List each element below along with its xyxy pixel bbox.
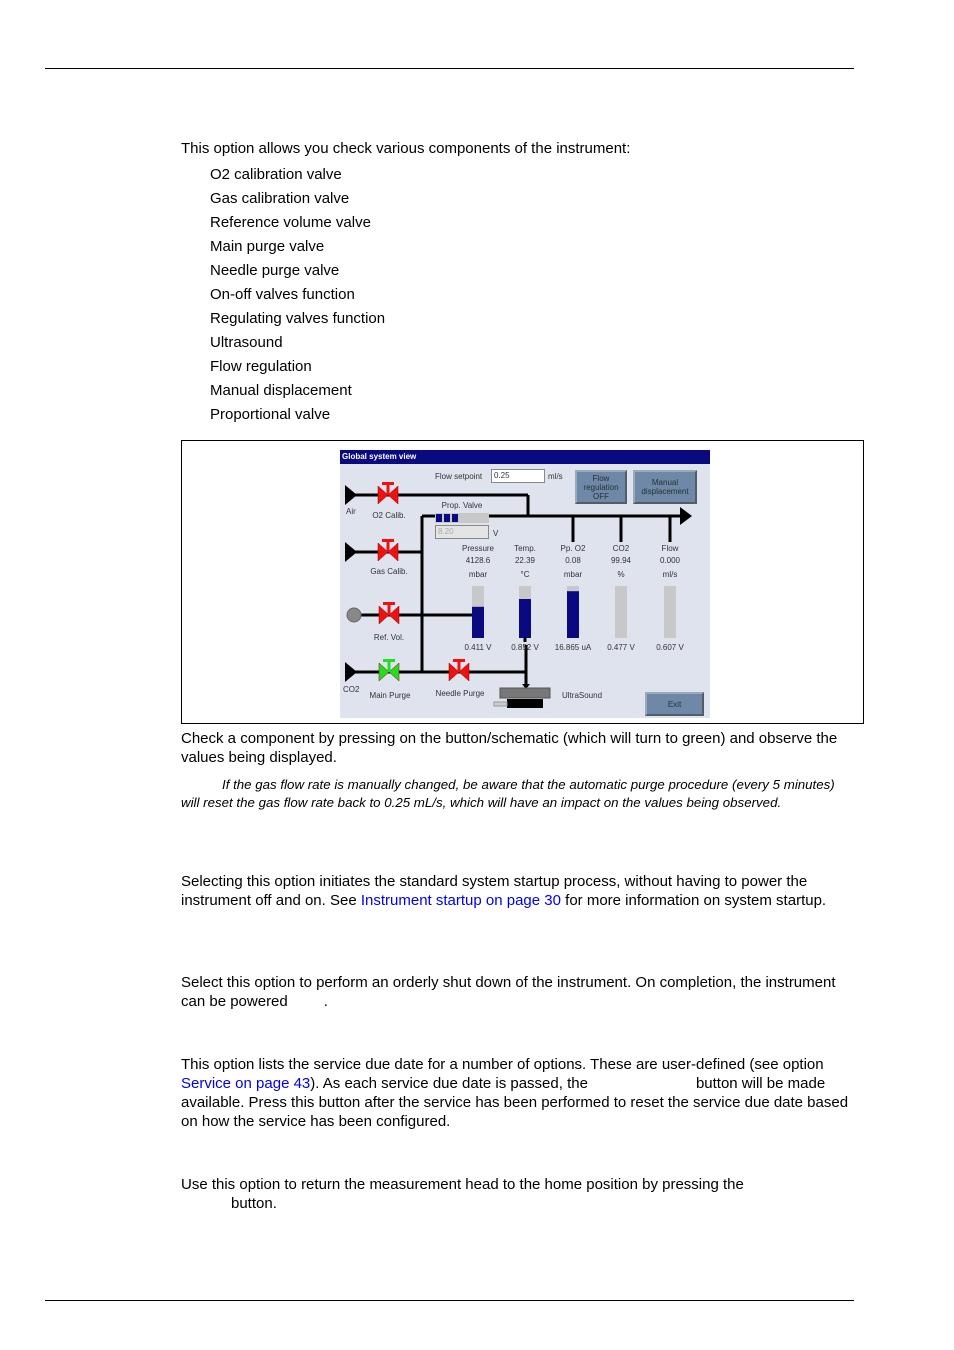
shutdown-text-end: .: [323, 993, 328, 1010]
main-purge-label: Main Purge: [369, 691, 411, 700]
restart-text: Selecting this option initiates the standard system startup process, without having to power the instrument off and on. See: [181, 873, 808, 909]
gauge-value: 0.000: [659, 556, 681, 565]
note-text: If the gas flow rate is manually changed, be aware that the automatic purge procedure (every 5 minutes) will reset the gas flow rate back to 0.25 mL/s, which will have an impact on the values being observed.: [181, 777, 835, 810]
o2-calib-label: O2 Calib.: [372, 511, 406, 520]
exit-button[interactable]: Exit: [645, 692, 704, 716]
list-item: Needle purge valve: [210, 262, 340, 279]
gas-inlet-icon: [345, 542, 357, 562]
gauge-name: CO2: [612, 544, 630, 553]
o2-calib-valve-icon[interactable]: [378, 482, 398, 504]
air-label: Air: [346, 507, 356, 516]
instrument-startup-link[interactable]: Instrument startup on page 30: [360, 892, 561, 909]
gauge-unit: %: [617, 570, 625, 579]
global-system-view-screenshot: [340, 450, 710, 718]
gauge-unit: °C: [520, 570, 530, 579]
list-item: Ultrasound: [210, 334, 283, 351]
flow-setpoint-input[interactable]: 0.25: [491, 469, 545, 483]
gauge-name: Flow: [661, 544, 679, 553]
gauge-value: 0.08: [565, 556, 581, 565]
gauge-value: 99.94: [610, 556, 632, 565]
prop-valve-label: Prop. Valve: [441, 501, 483, 510]
gauge-track: [615, 586, 627, 638]
list-item: Proportional valve: [210, 406, 331, 423]
gauge-reading: 0.477 V: [607, 643, 635, 652]
home-text-end: button.: [231, 1195, 277, 1212]
list-item: On-off valves function: [210, 286, 355, 303]
service-text: This option lists the service due date for a number of options. These are user-defined (see option: [181, 1056, 824, 1073]
co2-inlet-icon: [345, 662, 357, 682]
air-inlet-icon: [345, 485, 357, 505]
check-text: Check a component by pressing on the button/schematic (which will turn to green) and observe the values being displayed.: [181, 730, 838, 766]
gauge-value: 4128.6: [465, 556, 491, 565]
list-item: Regulating valves function: [210, 310, 386, 327]
ultrasound-label: UltraSound: [562, 691, 603, 700]
service-paragraph: [181, 1055, 861, 1131]
restart-text-end: for more information on system startup.: [560, 892, 827, 909]
list-item: Main purge valve: [210, 238, 325, 255]
service-link[interactable]: Service on page 43: [181, 1075, 311, 1092]
home-paragraph: [181, 1175, 861, 1213]
gauge-value: 22.39: [514, 556, 536, 565]
service-text-mid: ). As each service due date is passed, the: [310, 1075, 588, 1092]
gauge-reading: 0.411 V: [464, 643, 492, 652]
service-text-end: button will be made available. Press this button after the service has been performed to reset the service due date based on how the service has been configured.: [181, 1075, 849, 1130]
prop-valve-slider[interactable]: [435, 513, 489, 523]
gauge-name: Temp.: [514, 544, 536, 553]
needle-purge-label: Needle Purge: [435, 689, 485, 698]
ultrasound-transducer: [500, 688, 550, 698]
footer-rule: [45, 1300, 854, 1301]
manual-displacement-button[interactable]: Manual displacement: [633, 470, 697, 504]
prop-valve-unit: V: [493, 529, 499, 538]
gauge-unit: mbar: [563, 570, 583, 579]
gauge-fill: [567, 591, 579, 638]
flow-regulation-button[interactable]: Flow regulation OFF: [575, 470, 627, 504]
list-item: Gas calibration valve: [210, 190, 350, 207]
needle-purge-valve-icon[interactable]: [449, 659, 469, 681]
gauge-unit: ml/s: [662, 570, 678, 579]
flow-unit: ml/s: [548, 472, 563, 481]
list-item: O2 calibration valve: [210, 166, 342, 183]
gauge-track: [664, 586, 676, 638]
shutdown-text: Select this option to perform an orderly shut down of the instrument. On completion, the instrument can be powered: [181, 974, 836, 1010]
ultrasound-cable: [494, 702, 507, 706]
gauge-fill: [472, 607, 484, 638]
list-item: Reference volume valve: [210, 214, 371, 231]
gas-calib-label: Gas Calib.: [370, 567, 408, 576]
prop-valve-input[interactable]: 8.20: [435, 525, 489, 539]
co2-label: CO2: [343, 685, 360, 694]
header-rule: [45, 68, 854, 69]
gauge-name: Pp. O2: [560, 544, 586, 553]
flow-setpoint-label: Flow setpoint: [435, 472, 483, 481]
gauge-reading: 0.852 V: [511, 643, 539, 652]
gauge-fill: [519, 599, 531, 638]
gauge-unit: mbar: [468, 570, 488, 579]
ref-vol-label: Ref. Vol.: [373, 633, 405, 642]
home-text: Use this option to return the measurement head to the home position by pressing the: [181, 1176, 744, 1193]
ultrasound-body: [507, 699, 543, 708]
main-purge-valve-icon[interactable]: [379, 659, 399, 681]
list-item: Flow regulation: [210, 358, 312, 375]
gauge-reading: 16.865 uA: [554, 643, 592, 652]
ref-volume-icon: [347, 608, 361, 622]
gauge-name: Pressure: [461, 544, 495, 553]
intro-text: This option allows you check various components of the instrument:: [181, 140, 631, 157]
list-item: Manual displacement: [210, 382, 352, 399]
restart-paragraph: [181, 872, 861, 910]
window-title: Global system view: [340, 450, 710, 464]
shutdown-paragraph: [181, 973, 861, 1011]
gas-calib-valve-icon[interactable]: [378, 539, 398, 561]
outlet-arrow-icon: [680, 507, 692, 525]
gauge-reading: 0.607 V: [656, 643, 684, 652]
ref-vol-valve-icon[interactable]: [379, 602, 399, 624]
